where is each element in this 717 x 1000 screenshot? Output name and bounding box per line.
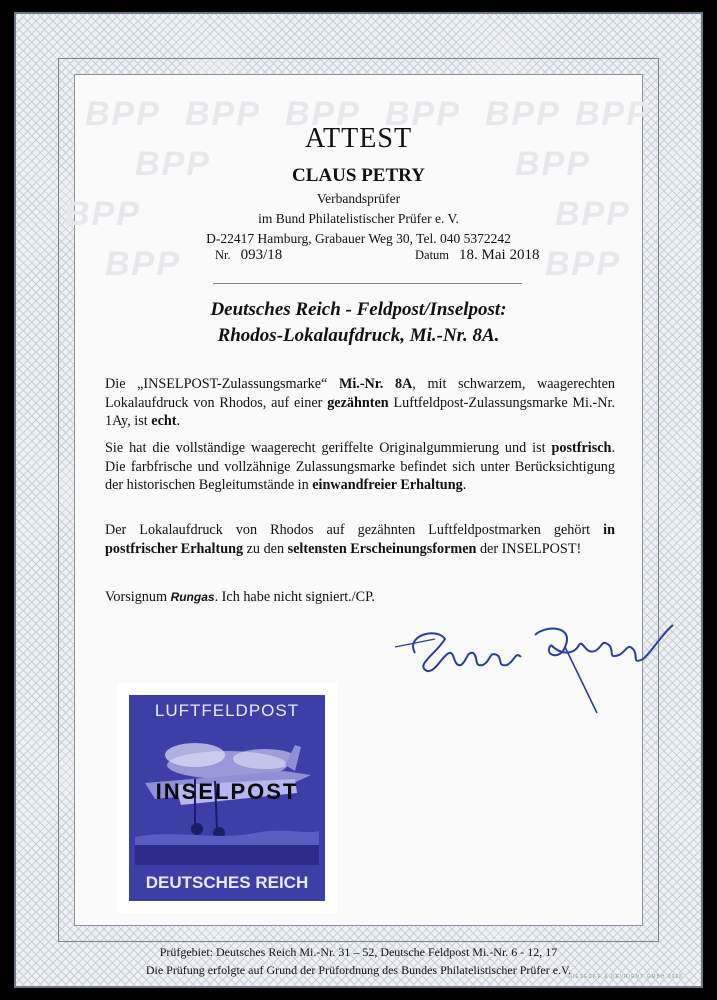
signature-stroke [535,625,673,661]
watermark-text: BPP [105,245,181,283]
paragraph-1 [105,375,615,431]
text-bold: seltensten Erscheinungsformen [287,540,477,557]
text-bold: Mi.-Nr. 8A [338,376,413,392]
watermark-text: BPP [485,95,561,133]
footer-note: Die Prüfung erfolgte auf Grund der Prüfordnung des Bundes Philatelistischer Prüfer e.V. [145,963,572,977]
handwritten-signature [375,595,675,715]
expert-role: Verbandsprüfer [316,191,401,206]
subject-line-2: Rhodos-Lokalaufdruck, Mi.-Nr. 8A. [217,325,500,346]
paragraph-2 [105,439,615,495]
stamp-face [129,695,325,901]
certificate-panel [65,74,651,977]
signature-stroke [565,647,597,713]
stamp-image [117,683,337,913]
text: . [462,477,467,493]
text: zu den [243,540,288,557]
watermark-text: BPP [85,95,161,133]
certificate-date [415,247,539,264]
guilloche-frame [14,12,703,988]
number-label: Nr. [215,248,231,262]
text: der INSELPOST! [476,540,582,557]
text: Die „INSELPOST-Zulassungsmarke“ [105,376,339,392]
text: Sie hat die vollständige waagerecht geriffelte Originalgummierung und ist [105,440,552,456]
text-bold: gezähnten [327,394,389,411]
watermark-text: BPP [545,245,621,283]
text-bold: postfrisch [551,440,612,456]
paragraph-3 [105,521,615,558]
stamp-top-text: LUFTFELDPOST [154,701,300,720]
date-value: 18. Mai 2018 [459,247,540,263]
pre-signature-name: Rungas [170,590,215,604]
expert-association: im Bund Philatelistischer Prüfer e. V. [258,211,459,226]
text: . [176,413,181,429]
certificate-number [215,247,282,264]
text-bold: echt [151,413,177,429]
text: . Die farbfrische und vollzähnige Zulassungsmarke befindet sich unter Berücksichtigung der historischen Begleitumstände in [105,440,615,493]
footer-scope: Prüfgebiet: Deutsches Reich Mi.-Nr. 31 – 52, Deutsche Feldpost Mi.-Nr. 6 - 12, 17 [159,945,558,959]
text: Vorsignum [105,589,171,605]
text: . Ich habe nicht signiert./CP. [214,589,375,605]
bpp-watermark [65,75,651,305]
watermark-text: BPP [575,95,651,133]
watermark-text: BPP [385,95,461,133]
number-value: 093/18 [240,247,283,263]
watermark-text: BPP [185,95,261,133]
text: , mit schwarzem, waagerechten Lokalaufdruck von Rhodos, auf einer [105,376,615,411]
watermark-text: BPP [285,95,361,133]
text-bold: einwandfreier Erhaltung [312,477,463,493]
text: Der Lokalaufdruck von Rhodos auf gezähnten Luftfeldpostmarken gehört [105,522,604,538]
subject-line-1: Deutsches Reich - Feldpost/Inselpost: [210,299,507,320]
text: Luftfeldpost-Zulassungsmarke Mi.-Nr. 1Ay, ist [105,394,615,429]
stamp-overprint-text: INSELPOST [155,779,299,804]
watermark-text: BPP [135,145,211,183]
watermark-text: BPP [65,195,141,233]
date-label: Datum [415,248,450,262]
printer-imprint: GIESECKE & DEVRIENT GMBH 2016 [568,974,683,980]
certificate-title: ATTEST [304,123,413,154]
stamp-bottom-text: DEUTSCHES REICH [145,873,309,892]
text-bold: in postfrischer Erhaltung [105,522,615,557]
watermark-text: BPP [555,195,631,233]
expert-name: CLAUS PETRY [292,165,425,186]
header-divider [213,283,522,284]
signature-stroke [413,633,521,671]
watermark-text: BPP [515,145,591,183]
expert-address: D-22417 Hamburg, Grabauer Weg 30, Tel. 040 5372242 [206,231,511,246]
